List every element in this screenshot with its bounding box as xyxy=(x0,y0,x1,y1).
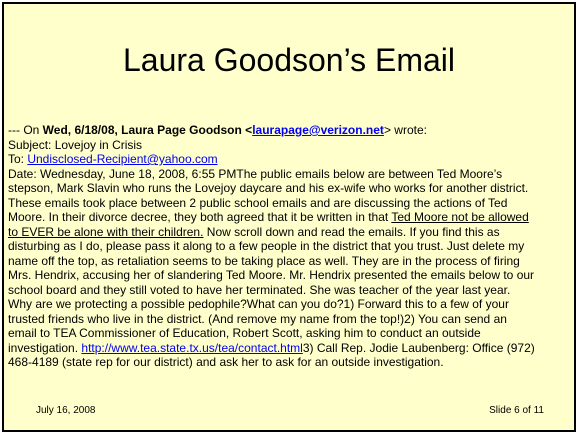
body-line-11: trusted friends who live in the district. (And remove my name from the top!)2) You can send an xyxy=(8,311,507,326)
body-line-2: stepson, Mark Slavin who runs the Lovejoy daycare and his ex-wife who works for another district. xyxy=(8,181,529,195)
body-line-14: 468-4189 (state rep for our district) and ask her to ask for an outside investigation. xyxy=(8,355,444,369)
email-body xyxy=(8,123,573,370)
body-line-4-text: Moore. In their divorce decree, they both agreed that it be written in that xyxy=(8,210,392,224)
body-line-8: Mrs. Hendrix, accusing her of slandering Ted Moore. Mr. Hendrix presented the emails below to our xyxy=(8,268,535,282)
slide xyxy=(2,2,576,432)
sender-email-link[interactable]: laurapage@verizon.net xyxy=(252,123,384,137)
header-open: < xyxy=(241,123,253,137)
body-line-3: These emails took place between 2 public school emails and are discussing the actions of Ted xyxy=(8,195,508,210)
email-header-line xyxy=(8,123,573,138)
body-line-1: Date: Wednesday, June 18, 2008, 6:55 PMThe public emails below are between Ted Moore’s xyxy=(8,166,503,181)
body-line-5 xyxy=(8,225,573,240)
tea-contact-link[interactable]: http://www.tea.state.tx.us/tea/contact.html xyxy=(81,340,303,355)
header-close: > wrote: xyxy=(383,123,427,137)
body-line-9: school board and they still voted to have her terminated. She was teacher of the year last year. xyxy=(8,282,511,297)
body-line-7: name off the top, as retaliation seems to be taking place as well. They are in the process of firing xyxy=(8,253,520,268)
body-line-10: Why are we protecting a possible pedophile?What can you do?1) Forward this to a few of your xyxy=(8,297,509,311)
body-line-12: email to TEA Commissioner of Education, Robert Scott, asking him to conduct an outside xyxy=(8,326,481,340)
header-prefix: --- On xyxy=(8,123,43,137)
header-date-sender: Wed, 6/18/08, Laura Page Goodson xyxy=(42,123,242,137)
body-line-13-text: investigation. xyxy=(8,340,82,355)
body-line-6: disturbing as I do, please pass it along to a few people in the district that you trust. Just delete my xyxy=(8,239,525,253)
body-line-5-text: Now scroll down and read the emails. If you find this as xyxy=(203,224,500,239)
slide-number: Slide 6 of 11 xyxy=(489,405,544,416)
recipient-email-link[interactable]: Undisclosed-Recipient@yahoo.com xyxy=(27,152,218,166)
body-line-13 xyxy=(8,341,573,356)
footer-date: July 16, 2008 xyxy=(36,405,96,416)
body-line-4 xyxy=(8,210,573,225)
to-line xyxy=(8,152,573,167)
underlined-statement-start: Ted Moore not be allowed xyxy=(391,210,529,224)
underlined-statement-end: to EVER be alone with their children. xyxy=(8,224,204,239)
body-line-13-tail: 3) Call Rep. Jodie Laubenberg: Office (972) xyxy=(302,340,535,355)
slide-title: Laura Goodson’s Email xyxy=(122,42,456,78)
to-label: To: xyxy=(8,152,28,166)
subject-line: Subject: Lovejoy in Crisis xyxy=(8,137,143,152)
